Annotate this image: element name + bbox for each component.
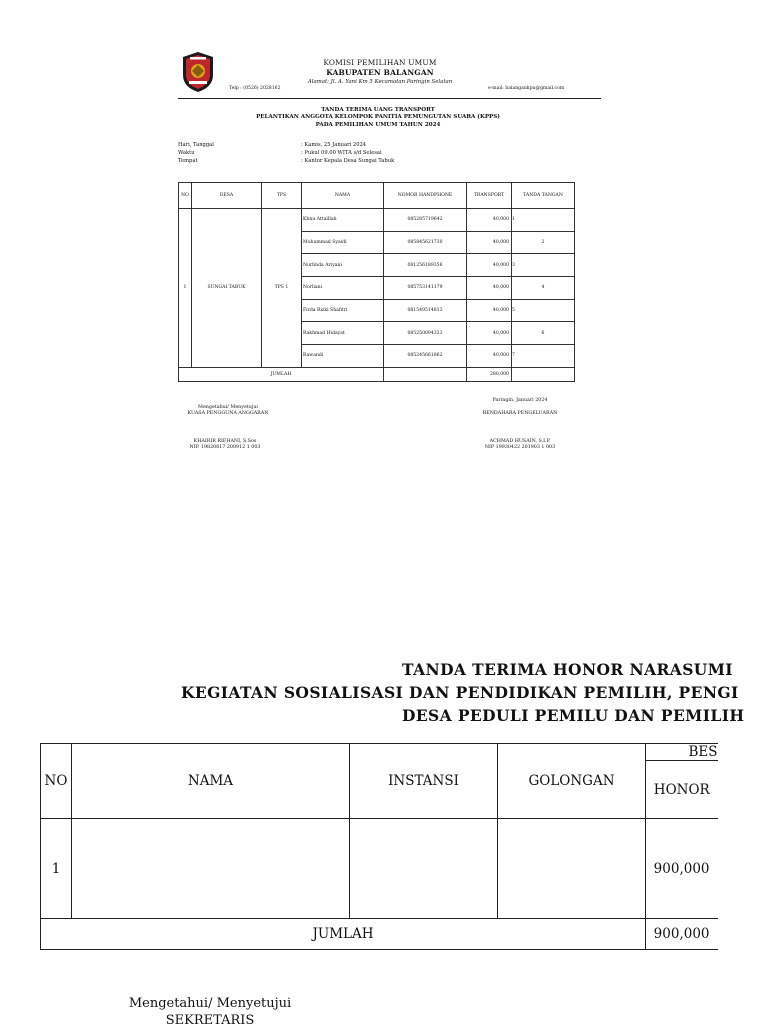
cell-desa: SUNGAI TABUK — [192, 209, 262, 368]
header-divider — [178, 98, 601, 99]
cell-handphone: 081256189356 — [384, 254, 467, 277]
sig-left-nip: NIP. 19820617 200912 1 003 — [189, 445, 261, 450]
cell-no: 1 — [41, 819, 72, 919]
signature-number: 3 — [512, 262, 515, 268]
col-header-nama: NAMA — [302, 183, 384, 209]
cell-handphone: 085245661862 — [384, 345, 467, 368]
cell-nama: Rawandi — [302, 345, 384, 368]
cell-signature — [512, 231, 575, 254]
sig-left-approval: Mengetahui/ Menyetujui — [198, 405, 258, 410]
cell-transport: 40,000 — [467, 209, 512, 232]
transport-table — [178, 182, 575, 382]
honor-title-line1: TANDA TERIMA HONOR NARASUMI — [402, 660, 733, 679]
header-institution: KOMISI PEMILIHAN UMUM — [323, 58, 437, 67]
honor-sig-approval: Mengetahui/ Menyetujui — [128, 996, 292, 1011]
cell-golongan — [498, 819, 646, 919]
signature-number: 6 — [541, 330, 545, 336]
sig-right-name: ACHMAD HUSAIN, S.I.P. — [489, 439, 551, 444]
doc-title-line2: PELANTIKAN ANGGOTA KELOMPOK PANITIA PEMUNGUTAN SUARA (KPPS) — [256, 114, 500, 120]
cell-nama: Nurlinda Ariyani — [302, 254, 384, 277]
cell-transport: 40,000 — [467, 231, 512, 254]
col-header-honor: HONOR — [646, 761, 718, 819]
cell-signature — [512, 322, 575, 345]
header-regency: KABUPATEN BALANGAN — [326, 68, 434, 77]
sig-right-title: BENDAHARA PENGELUARAN — [482, 411, 558, 416]
kpu-logo — [180, 51, 216, 93]
sig-left-title: KUASA PENGGUNA ANGGARAN — [187, 411, 269, 416]
col-header-golongan: GOLONGAN — [498, 744, 646, 819]
cell-transport: 40,000 — [467, 345, 512, 368]
table-total-row — [179, 367, 575, 381]
cell-transport: 40,000 — [467, 277, 512, 300]
total-value: 900,000 — [646, 919, 718, 950]
cell-transport: 40,000 — [467, 322, 512, 345]
total-value: 280,000 — [467, 367, 512, 381]
info-label-place: Tempat — [178, 158, 198, 164]
signature-number: 1 — [512, 217, 515, 223]
table-header-row — [41, 744, 718, 761]
table-row — [179, 209, 575, 232]
cell-honor: 900,000 — [646, 819, 718, 919]
cell-instansi — [350, 819, 498, 919]
cell-signature — [512, 345, 575, 368]
cell-signature — [512, 299, 575, 322]
cell-signature — [512, 209, 575, 232]
cell-handphone: 085250094333 — [384, 322, 467, 345]
honor-title-line2: KEGIATAN SOSIALISASI DAN PENDIDIKAN PEMILIH, PENGI — [181, 683, 739, 702]
cell-nama: Rakhmad Hidayat — [302, 322, 384, 345]
header-email: e-mail: balangankpu@gmail.com — [488, 86, 565, 91]
cell-no: 1 — [179, 209, 192, 368]
honor-table — [40, 743, 718, 950]
doc-title-line1: TANDA TERIMA UANG TRANSPORT — [321, 107, 435, 113]
signature-number: 4 — [541, 285, 545, 291]
cell-handphone: 085845621730 — [384, 231, 467, 254]
col-header-no: NO — [179, 183, 192, 209]
table-row — [41, 819, 718, 919]
signature-number: 2 — [541, 240, 545, 246]
col-header-tps: TPS — [262, 183, 302, 209]
cell-handphone: 085753141179 — [384, 277, 467, 300]
col-header-group: BES — [646, 744, 718, 761]
col-header-no: NO — [41, 744, 72, 819]
info-value-place: : Kantor Kepala Desa Sungai Tabuk — [301, 158, 395, 164]
total-empty-cell — [512, 367, 575, 381]
cell-nama — [72, 819, 350, 919]
table-total-row — [41, 919, 718, 950]
cell-signature — [512, 277, 575, 300]
col-header-desa: DESA — [192, 183, 262, 209]
cell-transport: 40,000 — [467, 254, 512, 277]
cell-signature — [512, 254, 575, 277]
sig-right-nip: NIP 19930422 201903 1 003 — [484, 445, 556, 450]
total-empty-cell — [384, 367, 467, 381]
cell-handphone: 081549514813 — [384, 299, 467, 322]
cell-handphone: 085285719642 — [384, 209, 467, 232]
honor-sig-title: SEKRETARIS — [165, 1013, 255, 1028]
cell-nama: Muhammad Syaidi — [302, 231, 384, 254]
col-header-tanda-tangan: TANDA TANGAN — [512, 183, 575, 209]
table-header-row — [179, 183, 575, 209]
info-value-date: : Kamis, 25 Januari 2024 — [301, 142, 367, 148]
cell-nama: Khnu Attaillah — [302, 209, 384, 232]
info-label-time: Waktu — [178, 150, 195, 156]
col-header-instansi: INSTANSI — [350, 744, 498, 819]
info-label-date: Hari, Tanggal — [178, 142, 214, 148]
cell-tps: TPS 1 — [262, 209, 302, 368]
total-label: JUMLAH — [41, 919, 646, 950]
sig-left-name: KHAIRIR RIFHANI, S.Sos — [193, 439, 257, 444]
cell-nama: Firda Rizki Shafitri — [302, 299, 384, 322]
signature-number: 5 — [512, 308, 515, 314]
col-header-nama: NAMA — [72, 744, 350, 819]
header-telp: Telp : (0526) 2028162 — [229, 86, 281, 91]
signature-number: 7 — [512, 353, 515, 359]
total-label: JUMLAH — [179, 367, 384, 381]
info-value-time: : Pukul 09.00 WITA s/d Selesai — [301, 150, 382, 156]
col-header-transport: TRANSPORT — [467, 183, 512, 209]
col-header-handphone: NOMOR HANDPHONE — [384, 183, 467, 209]
honor-title-line3: DESA PEDULI PEMILU DAN PEMILIH — [402, 706, 745, 725]
doc-title-line3: PADA PEMILIHAN UMUM TAHUN 2024 — [315, 122, 441, 128]
header-address: Alamat: Jl. A. Yani Km 5 Kecamatan Paringin Selatan — [307, 79, 453, 85]
sig-right-place-date: Paringin, Januari 2024 — [492, 398, 548, 403]
cell-transport: 40,000 — [467, 299, 512, 322]
cell-nama: Norliani — [302, 277, 384, 300]
